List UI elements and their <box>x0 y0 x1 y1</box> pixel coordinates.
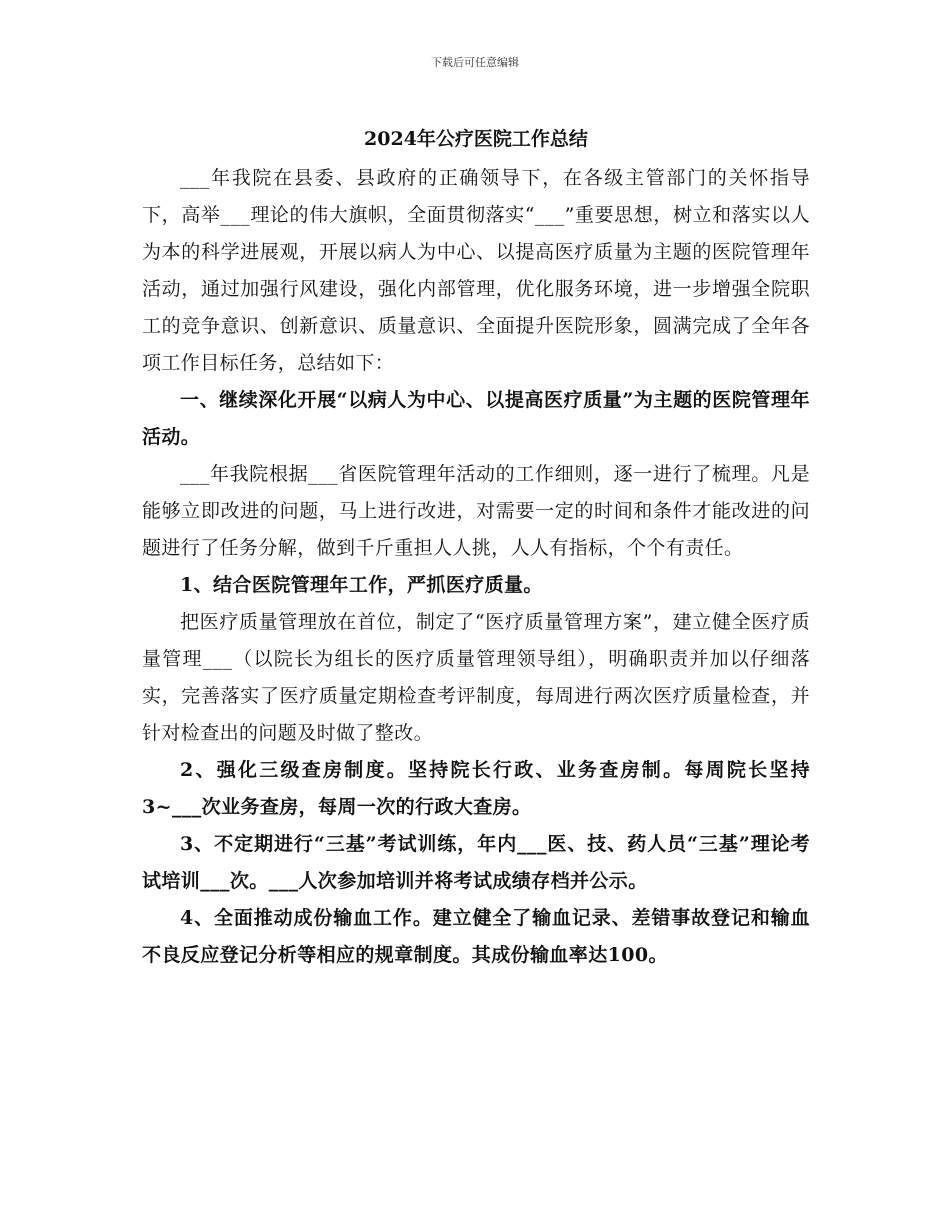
item-1-body: 把医疗质量管理放在首位，制定了“医疗质量管理方案”，建立健全医疗质量管理___（以院长为组长的医疗质量管理领导组），明确职责并加以仔细落实，完善落实了医疗质量定期检查考评制度，每周进行两次医疗质量检查，并针对检查出的问题及时做了整改。 <box>142 611 810 744</box>
page-header-note: 下载后可任意编辑 <box>431 56 519 69</box>
document-title: 2024年公疗医院工作总结 <box>364 128 588 150</box>
item-3-paragraph: 3、不定期进行“三基”考试训练，年内___医、技、药人员“三基”理论考试培训___次。___人次参加培训并将考试成绩存档并公示。 <box>142 833 810 892</box>
section-1-body: ___年我院根据___省医院管理年活动的工作细则，逐一进行了梳理。凡是能够立即改进的问题，马上进行改进，对需要一定的时间和条件才能改进的问题进行了任务分解，做到千斤重担人人挑，人人有指标，个个有责任。 <box>142 463 810 559</box>
item-1-heading: 1、结合医院管理年工作，严抓医疗质量。 <box>180 574 543 596</box>
section-1-heading: 一、继续深化开展“以病人为中心、以提高医疗质量”为主题的医院管理年活动。 <box>142 389 810 448</box>
item-2-paragraph: 2、强化三级查房制度。坚持院长行政、业务查房制。每周院长坚持3~___次业务查房，每周一次的行政大查房。 <box>142 759 810 818</box>
paragraph-intro: ___年我院在县委、县政府的正确领导下，在各级主管部门的关怀指导下，高举___理论的伟大旗帜，全面贯彻落实“___”重要思想，树立和落实以人为本的科学进展观，开展以病人为中心、以提高医疗质量为主题的医院管理年活动，通过加强行风建设，强化内部管理，优化服务环境，进一步增强全院职工的竞争意识、创新意识、质量意识、全面提升医院形象，圆满完成了全年各项工作目标任务，总结如下： <box>142 167 810 374</box>
document-body <box>142 122 810 974</box>
item-4-paragraph: 4、全面推动成份输血工作。建立健全了输血记录、差错事故登记和输血不良反应登记分析等相应的规章制度。其成份输血率达100。 <box>142 907 810 966</box>
